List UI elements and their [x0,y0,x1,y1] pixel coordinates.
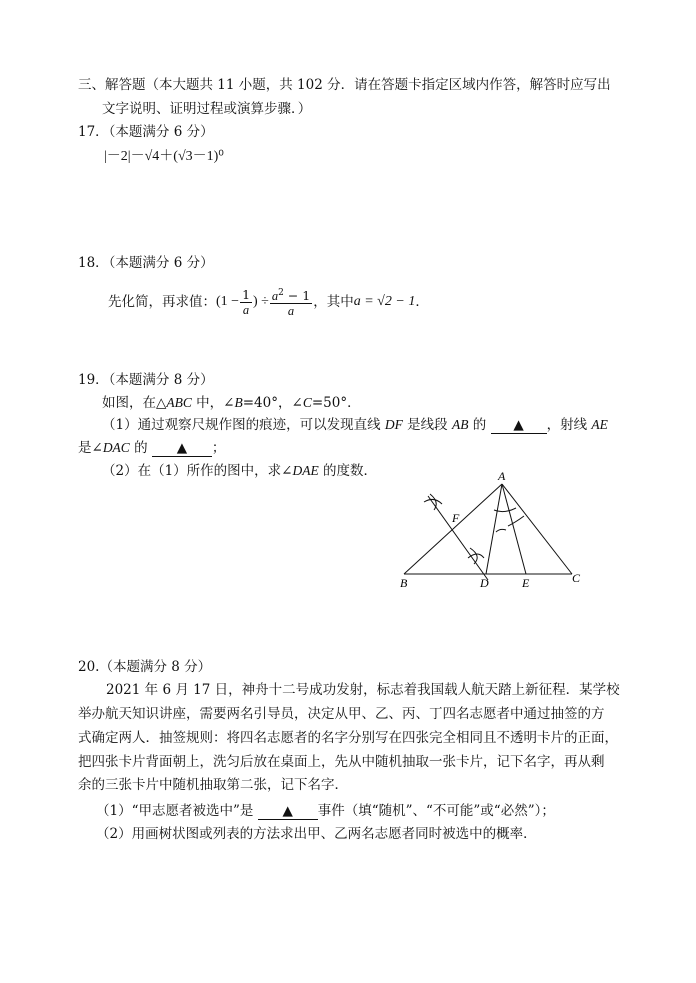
arc-angle-3 [496,529,506,532]
q18-expression: (1 − [216,294,240,310]
q19-blank-2[interactable]: ▲ [152,440,212,457]
section-title-line2: 文字说明、证明过程或演算步骤．） [102,101,312,117]
label-a: A [498,470,506,483]
side-ac [502,484,572,574]
q18-value: a = √2 − 1 [353,294,416,310]
q18-period: ． [415,294,429,311]
arc-angle-2 [508,516,524,526]
q18-divide: ) ÷ [253,294,269,310]
q18-prefix: 先化简，再求值： [108,294,216,311]
q20-para-2: 举办航天知识讲座，需要两名引导员，决定从甲、乙、丙、丁四名志愿者中通过抽签的方 [78,706,605,722]
q20-header: 20.（本题满分 8 分） [78,659,212,675]
q19-part1-line2: 是∠DAC 的 ▲ ； [78,440,226,456]
q20-blank-1[interactable]: ▲ [258,803,318,820]
label-c: C [572,571,581,585]
q18-suffix: ，其中 [313,294,354,311]
label-f: F [452,511,460,525]
triangle-figure [390,470,590,592]
arc-top-2 [430,494,436,510]
q19-intro: 如图，在△ABC 中，∠B=40°，∠C=50°． [102,395,361,411]
q18-fraction-2: $\frac{a^2 - 1}{a}$ [271,288,311,319]
q20-para-3: 式确定两人．抽签规则：将四名志愿者的名字分别写在四张完全相同且不透明卡片的正面， [78,730,618,746]
label-b: B [400,576,408,590]
label-d: D [480,576,489,590]
q18-header: 18．（本题满分 6 分） [78,255,214,271]
q20-para-5: 余的三张卡片中随机抽取第二张，记下名字． [78,777,348,793]
q17-expression: |－2|－√4＋(√3－1)⁰ [104,149,224,164]
q20-para-4: 把四张卡片背面朝上，洗匀后放在桌面上，先从中随机抽取一张卡片，记下名字，再从剩 [78,754,605,770]
q20-part2: （2）用画树状图或列表的方法求出甲、乙两名志愿者同时被选中的概率． [96,826,537,842]
section-title-line1: 三、解答题（本大题共 11 小题，共 102 分．请在答题卡指定区域内作答，解答时应写出 [78,77,611,93]
q19-part1-line1: （1）通过观察尺规作图的痕迹，可以发现直线 DF 是线段 AB 的 ▲ ，射线 AE [102,417,608,433]
side-ab [404,484,502,574]
q17-header: 17．（本题满分 6 分） [78,124,214,140]
q20-part1: （1）“甲志愿者被选中”是 ▲ 事件（填“随机”、“不可能”或“必然”）； [96,803,555,819]
q20-para-1: 2021 年 6 月 17 日，神舟十二号成功发射，标志着我国载人航天踏上新征程．某学校 [106,682,620,698]
q19-part2: （2）在（1）所作的图中，求∠DAE 的度数． [102,463,378,479]
q18-problem [108,286,429,318]
ray-ae [502,484,526,574]
q19-header: 19．（本题满分 8 分） [78,372,214,388]
q18-fraction-1: $\frac{1}{a}$ [242,286,251,317]
segment-ad [486,484,502,574]
q19-blank-1[interactable]: ▲ [491,417,547,434]
label-e: E [522,576,530,590]
line-df [428,496,488,580]
